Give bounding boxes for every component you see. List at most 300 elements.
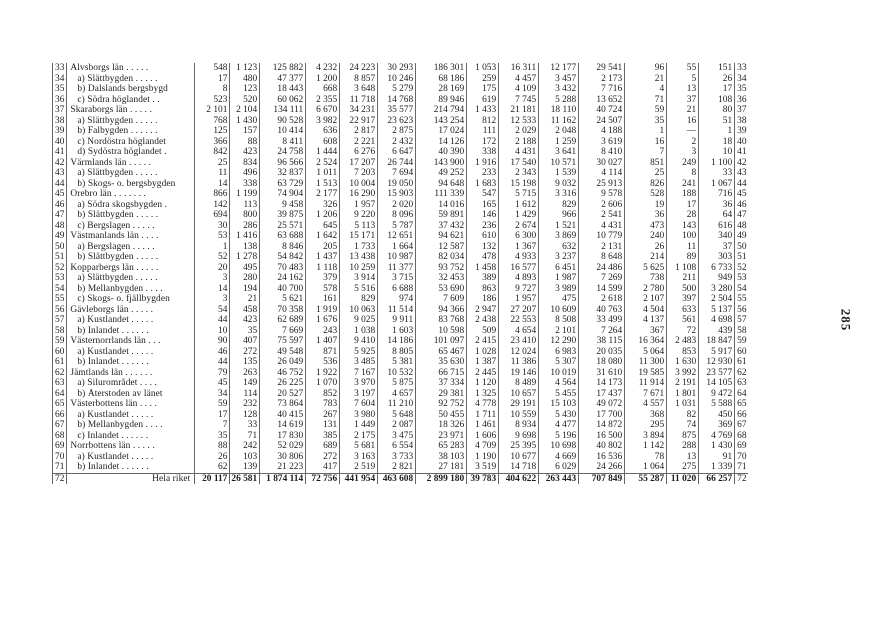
value-cell: 33 xyxy=(230,420,260,431)
value-cell: 10 987 xyxy=(378,252,416,263)
value-cell: 16 290 xyxy=(340,189,378,200)
value-cell: 2 947 xyxy=(467,305,499,316)
value-cell: 80 xyxy=(699,105,735,116)
value-cell: 5 787 xyxy=(378,221,416,232)
value-cell: 21 xyxy=(230,294,260,305)
value-cell: 4 431 xyxy=(579,221,625,232)
value-cell: 8 508 xyxy=(539,315,579,326)
value-cell: 716 xyxy=(699,189,735,200)
value-cell: 17 207 xyxy=(340,158,378,169)
value-cell: 13 xyxy=(667,452,699,463)
line-number-left: 42 xyxy=(53,158,67,169)
value-cell: 12 177 xyxy=(539,63,579,74)
value-cell: 547 xyxy=(467,189,499,200)
value-cell: 139 xyxy=(230,462,260,473)
value-cell: 1 031 xyxy=(667,399,699,410)
value-cell: 22 553 xyxy=(499,315,539,326)
value-cell: 8 805 xyxy=(378,347,416,358)
total-row xyxy=(53,473,748,484)
value-cell: 103 xyxy=(230,452,260,463)
value-cell: 10 779 xyxy=(579,231,625,242)
value-cell: 241 xyxy=(667,179,699,190)
value-cell: 11 914 xyxy=(625,378,667,389)
value-cell: 1 325 xyxy=(467,389,499,400)
value-cell: 24 162 xyxy=(260,273,306,284)
value-cell: 89 946 xyxy=(416,95,467,106)
value-cell: 1 100 xyxy=(699,158,735,169)
value-cell: 5 648 xyxy=(378,410,416,421)
value-cell: 3 485 xyxy=(340,357,378,368)
value-cell: 18 326 xyxy=(416,420,467,431)
value-cell: 367 xyxy=(625,326,667,337)
value-cell: 45 xyxy=(195,378,230,389)
value-cell: 10 414 xyxy=(260,126,306,137)
value-cell: 812 xyxy=(467,116,499,127)
value-cell: 13 652 xyxy=(579,95,625,106)
value-cell: 707 849 xyxy=(579,473,625,484)
value-cell: 871 xyxy=(306,347,340,358)
line-number-right: 42 xyxy=(737,157,747,168)
value-cell: 34 231 xyxy=(340,105,378,116)
value-cell: 4 698 xyxy=(699,315,735,326)
value-cell: 30 806 xyxy=(260,452,306,463)
value-cell: 17 xyxy=(195,410,230,421)
value-cell: 7 xyxy=(625,147,667,158)
value-cell: 14 126 xyxy=(416,137,467,148)
value-cell: 3 982 xyxy=(306,116,340,127)
line-number-right: 72 xyxy=(735,473,748,484)
value-cell: 3 237 xyxy=(539,252,579,263)
value-cell: 12 290 xyxy=(539,336,579,347)
value-cell: 368 xyxy=(625,410,667,421)
value-cell: 26 xyxy=(625,242,667,253)
value-cell: 1 064 xyxy=(625,462,667,473)
value-cell: 2 618 xyxy=(579,294,625,305)
region-name: Skaraborgs län . . . . . xyxy=(67,105,195,116)
table-row xyxy=(53,294,748,305)
value-cell: 10 246 xyxy=(378,74,416,85)
value-cell: 608 xyxy=(306,137,340,148)
value-cell: 1 142 xyxy=(625,441,667,452)
value-cell: 4 564 xyxy=(539,378,579,389)
value-cell: 111 339 xyxy=(416,189,467,200)
value-cell: 3 163 xyxy=(340,452,378,463)
line-number-left: 47 xyxy=(53,210,67,221)
line-number-left: 62 xyxy=(53,368,67,379)
value-cell: 94 621 xyxy=(416,231,467,242)
value-cell: 18 847 xyxy=(699,336,735,347)
table-row xyxy=(53,210,748,221)
value-cell: 8 934 xyxy=(499,420,539,431)
value-cell: 5 875 xyxy=(378,378,416,389)
table-row xyxy=(53,410,748,421)
value-cell: 14 718 xyxy=(499,462,539,473)
value-cell: 495 xyxy=(230,263,260,274)
value-cell: 113 xyxy=(230,200,260,211)
line-number-right: 70 xyxy=(737,451,747,462)
line-number-right: 62 xyxy=(737,367,747,378)
value-cell: 5 xyxy=(667,74,699,85)
line-number-right: 66 xyxy=(737,409,747,420)
value-cell: 4 778 xyxy=(467,399,499,410)
value-cell: 2 875 xyxy=(378,126,416,137)
value-cell: 633 xyxy=(667,305,699,316)
value-cell: 38 103 xyxy=(416,452,467,463)
line-number-right: 39 xyxy=(737,126,747,137)
value-cell: 1 038 xyxy=(340,326,378,337)
value-cell: 33 499 xyxy=(579,315,625,326)
value-cell: 3 980 xyxy=(340,410,378,421)
value-cell: 5 137 xyxy=(699,305,735,316)
value-cell: 44 xyxy=(195,357,230,368)
line-number-right: 50 xyxy=(737,241,747,252)
value-cell: 39 875 xyxy=(260,210,306,221)
value-cell: 3 641 xyxy=(539,147,579,158)
value-cell: 404 622 xyxy=(499,473,539,484)
value-cell: 3 432 xyxy=(539,84,579,95)
line-number-left: 46 xyxy=(53,200,67,211)
value-cell: 1 xyxy=(625,126,667,137)
value-cell: 6 688 xyxy=(378,284,416,295)
value-cell: 15 198 xyxy=(499,179,539,190)
value-cell: 1 539 xyxy=(539,168,579,179)
value-cell: 738 xyxy=(625,273,667,284)
line-number-right: 38 xyxy=(737,115,747,126)
value-cell: 12 651 xyxy=(378,231,416,242)
value-cell: 149 xyxy=(230,378,260,389)
value-cell: 47 377 xyxy=(260,74,306,85)
value-cell: 138 xyxy=(230,242,260,253)
value-cell: 8 489 xyxy=(499,378,539,389)
value-cell: 9 578 xyxy=(579,189,625,200)
value-cell: 146 xyxy=(467,210,499,221)
value-cell: 15 903 xyxy=(378,189,416,200)
value-cell: 34 xyxy=(195,389,230,400)
value-cell: 62 xyxy=(195,462,230,473)
line-number-right: 54 xyxy=(737,283,747,294)
value-cell: 1 430 xyxy=(230,116,260,127)
region-name: a) Kustlandet . . . . . xyxy=(67,347,195,358)
value-cell: 966 xyxy=(539,210,579,221)
value-cell: 1 429 xyxy=(499,210,539,221)
region-name: Gävleborgs län . . . . . xyxy=(67,305,195,316)
value-cell: 1 461 xyxy=(467,420,499,431)
value-cell: 866 xyxy=(195,189,230,200)
value-cell: 4 933 xyxy=(499,252,539,263)
value-cell: 7 264 xyxy=(579,326,625,337)
value-cell: 379 xyxy=(306,273,340,284)
value-cell: 4 477 xyxy=(539,420,579,431)
region-name: a) Slättbygden . . . . . xyxy=(67,74,195,85)
value-cell: 3 280 xyxy=(699,284,735,295)
value-cell: 875 xyxy=(667,431,699,442)
table-row xyxy=(53,126,748,137)
value-cell: 9 911 xyxy=(378,315,416,326)
value-cell: 616 xyxy=(699,221,735,232)
line-number-right: 46 xyxy=(737,199,747,210)
value-cell: 18 xyxy=(699,137,735,148)
value-cell: 326 xyxy=(306,200,340,211)
value-cell: 16 577 xyxy=(499,263,539,274)
value-cell: 3 869 xyxy=(539,231,579,242)
value-cell: 175 xyxy=(467,84,499,95)
value-cell: 303 xyxy=(699,252,735,263)
value-cell: 7 604 xyxy=(340,399,378,410)
value-cell: 26 581 xyxy=(230,473,260,484)
value-cell: 46 xyxy=(195,347,230,358)
value-cell: 14 105 xyxy=(699,378,735,389)
value-cell: 366 xyxy=(195,137,230,148)
table-row xyxy=(53,158,748,169)
value-cell: 23 623 xyxy=(378,116,416,127)
value-cell: 610 xyxy=(467,231,499,242)
table-row xyxy=(53,315,748,326)
value-cell: 11 300 xyxy=(625,357,667,368)
value-cell: 1 437 xyxy=(306,252,340,263)
line-number-left: 43 xyxy=(53,168,67,179)
value-cell: 1 606 xyxy=(467,431,499,442)
value-cell: 73 864 xyxy=(260,399,306,410)
value-cell: 423 xyxy=(230,315,260,326)
table-row xyxy=(53,389,748,400)
value-cell: 30 xyxy=(195,221,230,232)
value-cell: 1 278 xyxy=(230,252,260,263)
line-number-right: 71 xyxy=(737,462,747,473)
value-cell: 11 377 xyxy=(378,263,416,274)
line-number-right: 41 xyxy=(737,147,747,158)
value-cell: 214 794 xyxy=(416,105,467,116)
value-cell: 5 455 xyxy=(539,389,579,400)
region-name: c) Södra höglandet . . xyxy=(67,95,195,106)
region-name: c) Bergslagen . . . . . xyxy=(67,221,195,232)
line-number-left: 38 xyxy=(53,116,67,127)
value-cell: 272 xyxy=(230,347,260,358)
table-row xyxy=(53,221,748,232)
table-row xyxy=(53,252,748,263)
value-cell: 20 527 xyxy=(260,389,306,400)
value-cell: 4 431 xyxy=(499,147,539,158)
value-cell: 689 xyxy=(306,441,340,452)
value-cell: 3 xyxy=(195,294,230,305)
value-cell: 25 395 xyxy=(499,441,539,452)
value-cell: 259 xyxy=(467,74,499,85)
line-number-right: 59 xyxy=(737,336,747,347)
value-cell: 14 xyxy=(195,284,230,295)
value-cell: 1 922 xyxy=(306,368,340,379)
value-cell: 5 516 xyxy=(340,284,378,295)
line-number-left: 45 xyxy=(53,189,67,200)
value-cell: 10 657 xyxy=(499,389,539,400)
value-cell: 4 457 xyxy=(499,74,539,85)
region-name: a) Slättbygden . . . . . xyxy=(67,273,195,284)
value-cell: 1 120 xyxy=(467,378,499,389)
value-cell: 19 146 xyxy=(499,368,539,379)
value-cell: 10 xyxy=(699,147,735,158)
value-cell: 4 232 xyxy=(306,63,340,74)
value-cell: 263 xyxy=(230,368,260,379)
line-number-left: 49 xyxy=(53,231,67,242)
value-cell: 55 287 xyxy=(625,473,667,484)
value-cell: 28 169 xyxy=(416,84,467,95)
value-cell: 38 115 xyxy=(579,336,625,347)
value-cell: 520 xyxy=(230,95,260,106)
value-cell: 1 916 xyxy=(467,158,499,169)
value-cell: 13 438 xyxy=(340,252,378,263)
region-name: b) Inlandet . . . . . . xyxy=(67,462,195,473)
value-cell: 35 xyxy=(625,116,667,127)
line-number-right: 65 xyxy=(737,399,747,410)
value-cell: 36 xyxy=(625,210,667,221)
line-number-left: 56 xyxy=(53,305,67,316)
line-number-left: 55 xyxy=(53,294,67,305)
value-cell: 478 xyxy=(467,252,499,263)
value-cell: 23 971 xyxy=(416,431,467,442)
value-cell: 1 xyxy=(699,126,735,137)
value-cell: 288 xyxy=(667,441,699,452)
value-cell: 161 xyxy=(306,294,340,305)
value-cell: 3 648 xyxy=(340,84,378,95)
table-row xyxy=(53,242,748,253)
value-cell: 4 504 xyxy=(625,305,667,316)
value-cell: 1 433 xyxy=(467,105,499,116)
value-cell: 18 443 xyxy=(260,84,306,95)
value-cell: 1 664 xyxy=(378,242,416,253)
value-cell: 10 532 xyxy=(378,368,416,379)
region-name: Västerbottens län . . . . xyxy=(67,399,195,410)
value-cell: 473 xyxy=(625,221,667,232)
value-cell: 132 xyxy=(467,242,499,253)
region-name: b) Mellanbygden . . . . xyxy=(67,284,195,295)
value-cell: 1 676 xyxy=(306,315,340,326)
value-cell: 6 276 xyxy=(340,147,378,158)
value-cell: 21 223 xyxy=(260,462,306,473)
value-cell: 93 752 xyxy=(416,263,467,274)
value-cell: 10 698 xyxy=(539,441,579,452)
value-cell: 52 029 xyxy=(260,441,306,452)
value-cell: 211 xyxy=(667,273,699,284)
value-cell: 59 xyxy=(195,399,230,410)
region-name: b) Falbygden . . . . . . xyxy=(67,126,195,137)
line-number-right: 58 xyxy=(737,325,747,336)
value-cell: 1 957 xyxy=(499,294,539,305)
line-number-left: 58 xyxy=(53,326,67,337)
value-cell: 17 xyxy=(699,84,735,95)
value-cell: 1 200 xyxy=(306,74,340,85)
value-cell: 2 221 xyxy=(340,137,378,148)
value-cell: 1 444 xyxy=(306,147,340,158)
value-cell: — xyxy=(667,126,699,137)
value-cell: 5 279 xyxy=(378,84,416,95)
value-cell: 233 xyxy=(467,168,499,179)
value-cell: 16 536 xyxy=(579,452,625,463)
line-number-left: 34 xyxy=(53,74,67,85)
line-number-left: 33 xyxy=(53,63,67,74)
value-cell: 54 842 xyxy=(260,252,306,263)
value-cell: 389 xyxy=(467,273,499,284)
value-cell: 194 xyxy=(230,284,260,295)
value-cell: 10 571 xyxy=(539,158,579,169)
value-cell: 3 914 xyxy=(340,273,378,284)
value-cell: 88 xyxy=(195,441,230,452)
line-number-right: 43 xyxy=(737,168,747,179)
line-number-left: 54 xyxy=(53,284,67,295)
region-name: Norrbottens län . . . . . xyxy=(67,441,195,452)
value-cell: 528 xyxy=(625,189,667,200)
region-name: b) Slättbygden . . . . . xyxy=(67,210,195,221)
value-cell: 5 625 xyxy=(625,263,667,274)
value-cell: 2 674 xyxy=(499,221,539,232)
value-cell: 645 xyxy=(306,221,340,232)
value-cell: 5 307 xyxy=(539,357,579,368)
table-row xyxy=(53,63,748,74)
value-cell: 5 430 xyxy=(539,410,579,421)
value-cell: 2 524 xyxy=(306,158,340,169)
region-name: b) Skogs- o. bergsbygden xyxy=(67,179,195,190)
value-cell: 5 715 xyxy=(499,189,539,200)
value-cell: 1 642 xyxy=(306,231,340,242)
value-cell: 37 xyxy=(699,242,735,253)
value-cell: 35 630 xyxy=(416,357,467,368)
value-cell: 27 181 xyxy=(416,462,467,473)
line-number-right: 56 xyxy=(737,304,747,315)
value-cell: 2 438 xyxy=(467,315,499,326)
table-row xyxy=(53,137,748,148)
value-cell: 3 197 xyxy=(340,389,378,400)
value-cell: 10 019 xyxy=(539,368,579,379)
value-cell: 5 917 xyxy=(699,347,735,358)
value-cell: 852 xyxy=(306,389,340,400)
line-number-left: 52 xyxy=(53,263,67,274)
region-name: b) Mellanbygden . . . . xyxy=(67,420,195,431)
value-cell: 240 xyxy=(625,231,667,242)
value-cell: 24 223 xyxy=(340,63,378,74)
value-cell: 40 390 xyxy=(416,147,467,158)
value-cell: 131 xyxy=(306,420,340,431)
value-cell: 2 606 xyxy=(579,200,625,211)
value-cell: 21 xyxy=(625,74,667,85)
value-cell: 18 110 xyxy=(539,105,579,116)
value-cell: 578 xyxy=(306,284,340,295)
value-cell: 3 619 xyxy=(579,137,625,148)
value-cell: 29 381 xyxy=(416,389,467,400)
value-cell: 26 225 xyxy=(260,378,306,389)
line-number-right: 37 xyxy=(737,105,747,116)
value-cell: 1 521 xyxy=(539,221,579,232)
line-number-left: 72 xyxy=(53,473,67,484)
value-cell: 668 xyxy=(306,84,340,95)
value-cell: 60 062 xyxy=(260,95,306,106)
value-cell: 3 519 xyxy=(467,462,499,473)
value-cell: 9 025 xyxy=(340,315,378,326)
value-cell: 3 992 xyxy=(667,368,699,379)
value-cell: 463 608 xyxy=(378,473,416,484)
value-cell: 5 288 xyxy=(539,95,579,106)
line-number-left: 66 xyxy=(53,410,67,421)
value-cell: 295 xyxy=(625,420,667,431)
value-cell: 3 970 xyxy=(340,378,378,389)
value-cell: 500 xyxy=(667,284,699,295)
value-cell: 800 xyxy=(230,210,260,221)
value-cell: 5 196 xyxy=(539,431,579,442)
value-cell: 4 109 xyxy=(499,84,539,95)
value-cell: 1 028 xyxy=(467,347,499,358)
value-cell: 114 xyxy=(230,389,260,400)
region-name: Älvsborgs län . . . . . xyxy=(67,63,195,74)
value-cell: 4 669 xyxy=(539,452,579,463)
value-cell: 8 410 xyxy=(579,147,625,158)
table-row xyxy=(53,431,748,442)
value-cell: 974 xyxy=(378,294,416,305)
